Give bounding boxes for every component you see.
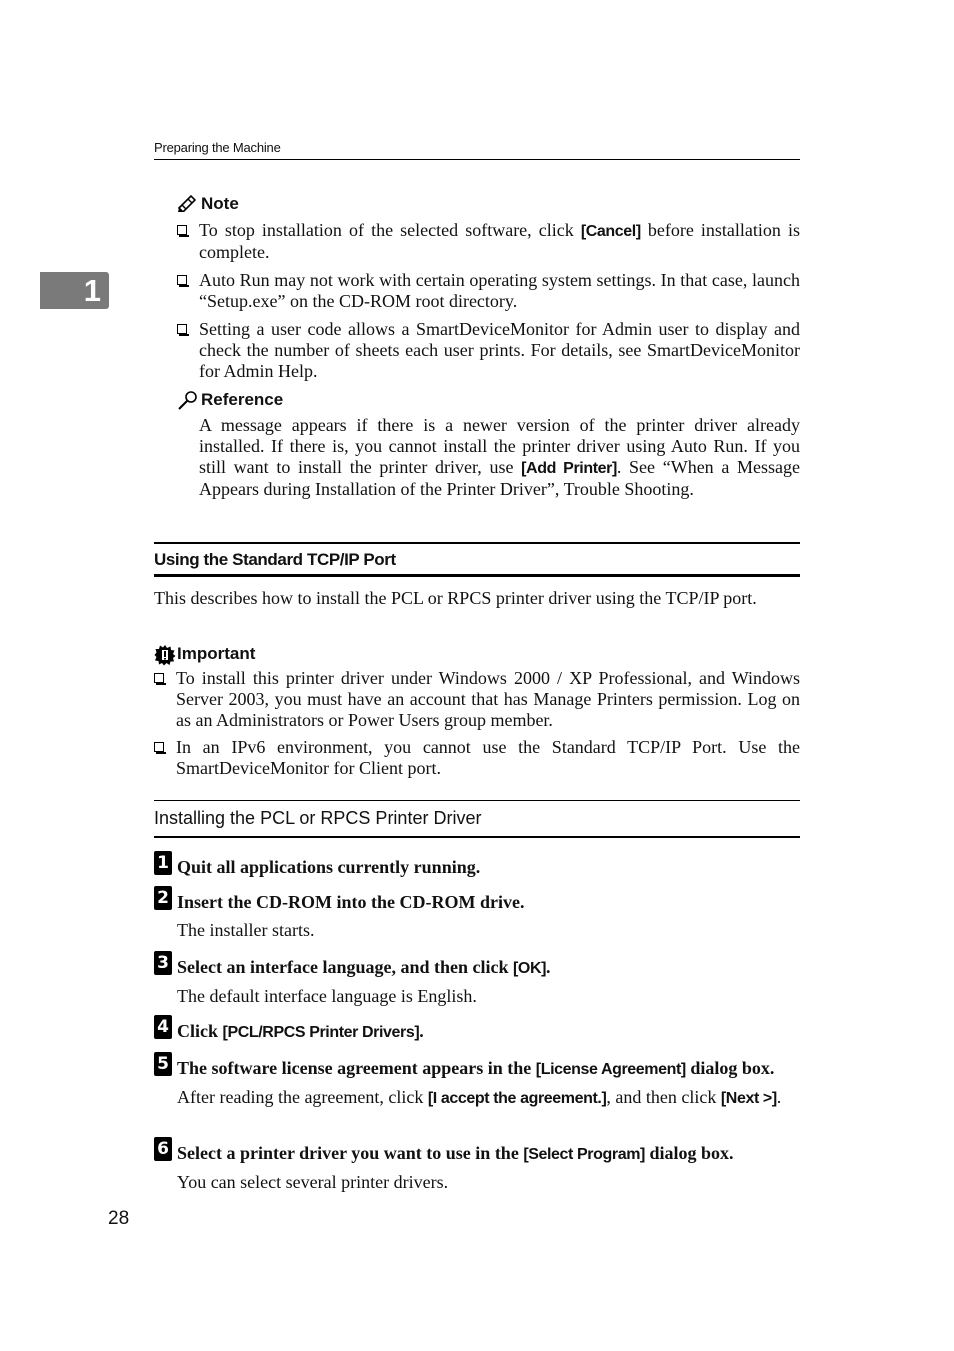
- pencil-icon: [177, 194, 199, 214]
- checkbox-bullet-icon: [154, 673, 164, 683]
- step-2-body: The installer starts.: [177, 920, 315, 940]
- note-label: [177, 193, 800, 215]
- ok-key: [OK]: [512, 960, 547, 977]
- step-5: [154, 1054, 800, 1109]
- license-agreement-key: [License Agreement]: [535, 1061, 686, 1078]
- checkbox-bullet-icon: [154, 742, 164, 752]
- next-key: [Next >]: [720, 1090, 777, 1107]
- accept-agreement-key: [I accept the agreement.]: [427, 1090, 607, 1107]
- step-4-title: Click [PCL/RPCS Printer Drivers].: [177, 1021, 424, 1041]
- step-6-body: You can select several printer drivers.: [177, 1172, 449, 1192]
- step-1-title: Quit all applications currently running.: [177, 857, 481, 877]
- step-3-title: Select an interface language, and then click [OK].: [177, 957, 551, 977]
- reference-label: [177, 389, 800, 411]
- checkbox-bullet-icon: [177, 324, 187, 334]
- step-4: [154, 1017, 800, 1043]
- chapter-number: 1: [83, 273, 101, 308]
- page-number: 28: [108, 1208, 130, 1229]
- add-printer-key: [Add Printer]: [521, 460, 617, 477]
- chapter-tab: [40, 272, 109, 309]
- checkbox-bullet-icon: [177, 275, 187, 285]
- step-number-5-icon: 5: [154, 1052, 172, 1076]
- step-6: [154, 1139, 800, 1193]
- important-icon: [154, 644, 176, 664]
- step-3-body: The default interface language is English.: [177, 986, 477, 1006]
- subsection-heading-text: Installing the PCL or RPCS Printer Driver: [154, 808, 482, 828]
- step-number-4-icon: 4: [154, 1015, 172, 1039]
- section-heading-text: Using the Standard TCP/IP Port: [154, 550, 396, 569]
- subsection-heading: [154, 800, 800, 838]
- checkbox-bullet-icon: [177, 225, 187, 235]
- note-label-text: Note: [201, 194, 239, 213]
- cancel-key: [Cancel]: [580, 223, 641, 240]
- section-heading: [154, 542, 800, 577]
- important-label-text: Important: [177, 644, 256, 663]
- step-number-3-icon: 3: [154, 951, 172, 975]
- section-intro-text: This describes how to install the PCL or RPCS printer driver using the TCP/IP port.: [154, 588, 757, 608]
- important-label: [154, 643, 800, 665]
- note-item-3: Setting a user code allows a SmartDeviceMonitor for Admin user to display and check the number of sheets each user prints. For details, see SmartDeviceMonitor for Admin Help.: [177, 319, 800, 382]
- reference-label-text: Reference: [201, 390, 284, 409]
- reference-text: A message appears if there is a newer version of the printer driver already installed. If there is, you cannot install the printer driver using Auto Run. If you still want to install the printer driver, use [Add Printer]. See “When a Message Appears during Installation of the Printer Driver”, Trouble Shooting.: [199, 415, 801, 499]
- step-5-body: After reading the agreement, click [I accept the agreement.], and then click [Next >].: [177, 1087, 782, 1107]
- important-item-1: To install this printer driver under Windows 2000 / XP Professional, and Windows Server 2003, you must have an account that has Manage Printers permission. Log on as an Administrators or Power Users group member.: [154, 668, 800, 731]
- pcl-rpcs-drivers-key: [PCL/RPCS Printer Drivers]: [222, 1024, 420, 1041]
- important-item-2: In an IPv6 environment, you cannot use the Standard TCP/IP Port. Use the SmartDeviceMonitor for Client port.: [154, 737, 800, 779]
- step-1: [154, 853, 800, 878]
- select-program-key: [Select Program]: [523, 1146, 645, 1163]
- step-number-1-icon: 1: [154, 851, 172, 875]
- step-2: [154, 888, 800, 941]
- step-2-title: Insert the CD-ROM into the CD-ROM drive.: [177, 892, 525, 912]
- step-5-title: The software license agreement appears in the [License Agreement] dialog box.: [177, 1058, 775, 1078]
- section-intro: [154, 588, 800, 609]
- running-header: [154, 139, 800, 160]
- important-block: [154, 643, 800, 779]
- reference-block: [177, 389, 800, 500]
- step-3: [154, 953, 800, 1007]
- note-item-1: To stop installation of the selected software, click [Cancel] before installation is complete.: [177, 220, 800, 263]
- step-number-6-icon: 6: [154, 1137, 172, 1161]
- running-title: Preparing the Machine: [154, 140, 281, 155]
- note-item-2: Auto Run may not work with certain operating system settings. In that case, launch “Setup.exe” on the CD-ROM root directory.: [177, 270, 800, 312]
- note-block: [177, 193, 800, 382]
- magnifier-icon: [177, 390, 199, 410]
- step-6-title: Select a printer driver you want to use in the [Select Program] dialog box.: [177, 1143, 734, 1163]
- step-number-2-icon: 2: [154, 886, 172, 910]
